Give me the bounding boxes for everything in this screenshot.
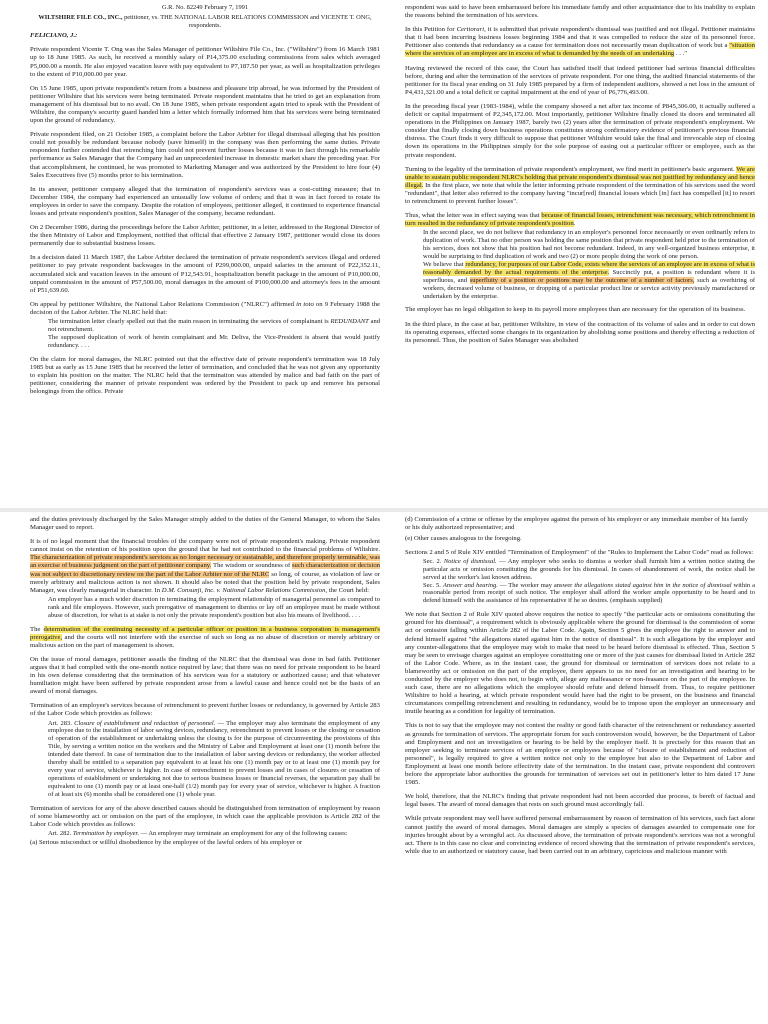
paragraph: In the third place, in the case at bar, petitioner Wiltshire, in view of the contraction of its volume of sales and in order to cut down its operating expenses, effected some changes in its organization by abolishing some positions and thereby effecting a reduction of its personnel. Thus, the position of Sales Manager was abolished: [405, 320, 755, 344]
block-quote: The supposed duplication of work of herein complainant and Mr. Deliva, the Vice-President is absent that would justify redundancy. . . .: [48, 333, 380, 349]
block-quote: Art. 282. Termination by employer. — An employer may terminate an employment for any of the following causes:: [48, 829, 348, 837]
paragraph: The employer has no legal obligation to keep in its payroll more employees than are necessary for the operation of its business.: [405, 306, 746, 314]
case-parties: WILTSHIRE FILE CO., INC., petitioner, vs. THE NATIONAL LABOR RELATIONS COMMISSION and VICENTE T. ONG, respondents.: [38, 14, 372, 29]
highlight: redundancy, for purposes of our Labor Code, exists where the services of an employee are in excess of what is reasonably demanded by the actual requirements of the enterprise.: [423, 260, 755, 276]
block-quote: The termination letter clearly spelled out that the main reason in terminating the services of complainant is REDUNDANT and not retrenchment.: [48, 318, 380, 333]
paragraph: While private respondent may well have suffered personal embarrassment by reason of termination of his services, such fact alone cannot justify the award of moral damages. Moral damages are simply a species of damages awarded to compensate one for injuries brought about by a wrongful act. As discussed above, the termination of private respondent's services was not a wrongful act. There is in this case no clear and convincing evidence of record showing that the termination of private respondent's services, while due to an authorized or statutory cause, had been carried out in an arbitrary, capricious and malicious manner with: [405, 815, 755, 855]
paragraph: In the preceding fiscal year (1983-1984), while the company showed a net after tax income of P845,306.00, it actually suffered a deficit or capital impairment of P2,345,172.00. Most importantly, petitioner Wiltshire finally closed its doors and terminated all operations in the Philippines on January 1987, barely two (2) years after the termination of private respondent's employment. We consider that finally closing down business operations constitutes strong confirmatory evidence of petitioner's previous financial distress. The Court finds it very difficult to suppose that petitioner Wiltshire would take the final and irrevocable step of closing down its operations in the Philippines simply for the sole purpose of easing out a particular officer or employee, such as the private respondent.: [405, 102, 755, 159]
paragraph: Private respondent Vicente T. Ong was the Sales Manager of petitioner Wiltshire File Co., Inc. ("Wiltshire") from 16 March 1981 up to 18 June 1985. As such, he received a monthly salary of P14,375.00 excluding commissions from sales which averaged P5,000.00 a month. He also enjoyed vacation leave with pay equivalent to P7,187.50 per year, as well as hospitalization privileges to the extent of P10,000.00 per year.: [30, 46, 380, 78]
paragraph: In its answer, petitioner company alleged that the termination of respondent's services was a cost-cutting measure; that in December 1984, the company had experienced an unusually low volume of orders; and that it was in fact forced to rotate its employees in order to save the company. Despite the rotation of employees, petitioner alleged, it continued to experience financial losses and private respondent's position, Sales Manager of the company, became redundant.: [30, 185, 380, 217]
paragraph: It is of no legal moment that the financial troubles of the company were not of private respondent's making. Private respondent cannot insist on the retention of his position upon the ground that he had not contributed to the financial problems of Wiltshire. The characterization of private respondent's services as no longer necessary or sustainable, and therefore properly terminable, was an exercise of business judgment on the part of petitioner company. The wisdom or soundness of such characterization or decision was not subject to discretionary review on the part of the Labor Arbiter nor of the NLRC so long, of course, as violation of law or merely arbitrary and malicious action is not shown. It should also be noted that the position held by private respondent, Sales Manager, was clearly managerial in character. In D.M. Consunji, Inc. v. National Labor Relations Commission, the Court held:: [30, 538, 380, 594]
author-line: FELICIANO, J.:: [30, 32, 78, 40]
paragraph: Turning to the legality of the termination of private respondent's employment, we find merit in petitioner's basic argument. We are unable to sustain public respondent NLRC's holding that private respondent's dismissal was not justified by redundancy and hence illegal. In the first place, we note that while the letter informing private respondent of the termination of his services used the word "redundant", that letter also referred to the company having "incur[red] financial losses which [in] fact has compelled [it] to resort to retrenchment to prevent further losses".: [405, 165, 755, 205]
paragraph: We hold, therefore, that the NLRC's finding that private respondent had not been accorded due process, is bereft of factual and legal bases. The award of moral damages that rests on such ground must accordingly fall.: [405, 793, 755, 809]
paragraph: Termination of services for any of the above described causes should be distinguished from termination of employment by reason of some blameworthy act or omission on the part of the employee, in which case the applicable provision is Article 282 of the Labor Code which provides as follows:: [30, 804, 380, 828]
paragraph: The determination of the continuing necessity of a particular officer or position in a business corporation is management's prerogative, and the courts will not interfere with the exercise of such so long as no abuse of discretion or merely arbitrary or malicious action on the part of management is shown.: [30, 625, 380, 649]
paragraph: In this Petition for Certiorari, it is submitted that private respondent's dismissal was justified and not illegal. Petitioner maintains that it had been incurring business losses beginning 1984 and that it was compelled to reduce the size of its personnel force. Petitioner also contends that redundancy as a cause for termination does not necessarily mean duplication of work but a "situation where the services of an employee are in excess of what is demanded by the needs of an undertaking . . .": [405, 26, 755, 58]
paragraph: Termination of an employee's services because of retrenchment to prevent further losses or redundancy, is governed by Article 283 of the Labor Code which provides as follows:: [30, 702, 380, 718]
case-number: G.R. No. 82249 February 7, 1991: [161, 4, 249, 11]
page1-right-column: [405, 4, 755, 506]
highlight: superfluity of a position or positions may be the outcome of a number of factors,: [469, 276, 695, 284]
document-page-1: [0, 0, 768, 508]
paragraph: We note that Section 2 of Rule XIV quoted above requires the notice to specify "the particular acts or omissions constituting the ground for his dismissal", a requirement which is obviously applicable where the ground for dismissal is the commission of some act or omission falling within Article 282 of the Labor Code. Again, Section 5 gives the employee the right to answer and to defend himself against "the allegations stated against him in the notice of dismissal". It is such allegations by the employer and any counter-allegations that the employee may wish to make that need to be heard before dismissal is effected. Thus, Section 5 may be seen to envisage charges against an employee constituting one or more of the just causes for dismissal listed in Article 282 of the Labor Code. Where, as in the instant case, the ground for dismissal or termination of services does not relate to a blameworthy act or omission on the part of the employee, there appears to us no need for an investigation and hearing to be conducted by the employer who does not, to begin with, allege any malfeasance or non-feasance on the part of the employee. In such case, there are no allegations which the employee should refute and defend himself from. Thus, to require petitioner Wiltshire to hold a hearing, at which private respondent would have had the right to be present, on the business and financial circumstances compelling retrenchment and resulting in redundancy, would be to impose upon the employer an unnecessary and inutile hearing as a condition for legality of termination.: [405, 611, 755, 716]
paragraph: Sections 2 and 5 of Rule XIV entitled "Termination of Employment" of the "Rules to Implement the Labor Code" read as follows:: [405, 548, 754, 556]
page1-left-column: [30, 4, 380, 506]
paragraph: Having reviewed the record of this case, the Court has satisfied itself that indeed petitioner had serious financial difficulties before, during and after the termination of the services of private respondent. For one thing, the audited financial statements of the petitioner for its fiscal year ending on 31 July 1985 prepared by a firm of independent auditors, showed a net loss in the amount of P4,431,321.00 and a total deficit or capital impairment at the end of year of P6,776,493.00.: [405, 64, 755, 96]
paragraph: On the claim for moral damages, the NLRC pointed out that the effective date of private respondent's termination was 18 July 1985 but as early as 15 June 1985 that he received the letter of termination, and concluded that he was not given any opportunity to explain his position on the matter. The NLRC held that the termination was attended by malice and bad faith on the part of petitioner, considering the manner of private respondent was ordered by the President to pack up and remove his personal belongings from the office. Private: [30, 355, 380, 396]
block-quote: We believe that redundancy, for purposes of our Labor Code, exists where the services of an employee are in excess of what is reasonably demanded by the actual requirements of the enterprise. Succinctly put, a position is redundant where it is superfluous, and superfluity of a position or positions may be the outcome of a number of factors, such as overhiring of workers, decreased volume of business, or dropping of a particular product line or service activity previously manufactured or undertaken by the enterprise.: [423, 260, 755, 300]
block-quote: Sec. 5. Answer and hearing. — The worker may answer the allegations stated against him in the notice of dismissal within a reasonable period from receipt of such notice. The employer shall afford the worker ample opportunity to be heard and to defend himself with the assistance of his representative if he so desires. (emphasis supplied): [423, 581, 755, 605]
highlight: The characterization of private respondent's services as no longer necessary or sustainable, and therefore properly terminable, was an exercise of business judgment on the part of petitioner company.: [30, 554, 380, 570]
page2-right-column: [405, 516, 755, 1018]
paragraph: On the issue of moral damages, petitioner assails the finding of the NLRC that the dismissal was done in bad faith. Petitioner argues that it had complied with the one-month notice required by law; that there was no need for private respondent to be heard in his own defense considering that the termination of his services was for a statutory or authorized cause; and that whatever humiliation might have been suffered by private respondent arose from a lawful cause and hence could not be the basis of an award of moral damages.: [30, 655, 380, 696]
highlight: because of financial losses, retrenchment was necessary, which retrenchment in turn resulted in the redundancy of private respondent's position: [405, 212, 755, 228]
block-quote: An employer has a much wider discretion in terminating the employment relationship of managerial personnel as compared to rank and file employees. However, such prerogative of management to dismiss or lay off an employee must be made without abuse of discretion, for what is at stake is not only the private respondent's position but also his means of livelihood. . . .: [48, 595, 380, 619]
block-quote: Art. 283. Closure of establishment and reduction of personnel. — The employer may also terminate the employment of any employee due to the installation of labor saving devices, redundancy, retrenchment to prevent losses or the closing or cessation of operation of the establishment or undertaking unless the closing is for the purpose of circumventing the provisions of this Title, by serving a written notice on the workers and the Ministry of Labor and Employment at least one (1) month before the intended date thereof. In case of termination due to the installation of labor saving devices or redundancy, the worker affected thereby shall be entitled to a separation pay equivalent to at least his one (1) month pay or to at least one (1) month pay for every year of service, whichever is higher. In case of retrenchment to prevent losses and in cases of closures or cessation of operations of establishment or undertaking not due to serious business losses or financial reverses, the separation pay shall be equivalent to one (1) month pay or at least one-half (1/2) month pay for every year of service, whichever is higher. A fraction of at least six (6) months shall be considered one (1) whole year.: [48, 719, 380, 798]
paragraph: Private respondent filed, on 21 October 1985, a complaint before the Labor Arbiter for illegal dismissal alleging that his position could not possibly be redundant because nobody (save himself) in the company was then performing the same duties. Private respondent further contended that retrenching him could not prevent further losses because it was in fact through his remarkable performance as Sales Manager that the Company had an unprecedented increase in domestic market share the preceding year. For that accomplishment, he continued, he was promoted to Marketing Manager and was authorized by the President to hire four (4) Sales Executives five (5) months prior to his termination.: [30, 131, 380, 179]
highlight: "situation where the services of an employee are in excess of what is demanded by the needs of an undertaking: [405, 42, 755, 58]
paragraph: On 15 June 1985, upon private respondent's return from a business and pleasure trip abroad, he was informed by the President of petitioner Wiltshire that his services were being terminated. Private respondent maintains that he tried to get an explanation from management of his dismissal but to no avail. On 18 June 1985, when private respondent again tried to speak with the President of Wiltshire, the company's security guard handed him a letter which formally informed him that his services were being terminated upon the ground of redundancy.: [30, 84, 380, 125]
paragraph: On appeal by petitioner Wiltshire, the National Labor Relations Commission ("NLRC") affirmed in toto on 9 February 1988 the decision of the Labor Arbiter. The NLRC held that:: [30, 300, 380, 316]
paragraph: This is not to say that the employee may not contest the reality or good faith character of the retrenchment or redundancy asserted as grounds for termination of services. The appropriate forum for such controversion would, however, be the Department of Labor and Employment and not an investigation or hearing to be held by the employer itself. It is precisely for this reason that an employer seeking to terminate services of an employee or employees because of "closure of establishment and reduction of personnel", is legally required to give a written notice not only to the employee but also to the Department of Labor and Employment at least one month before effectivity date of the termination. In the instant case, private respondent did controvert before the appropriate labor authorities the grounds for termination of services set out in petitioner's letter to him dated 17 June 1985.: [405, 722, 755, 787]
paragraph: Thus, what the letter was in effect saying was that because of financial losses, retrenchment was necessary, which retrenchment in turn resulted in the redundancy of private respondent's position.: [405, 212, 755, 228]
paragraph: and the duties previously discharged by the Sales Manager simply added to the duties of the General Manager, to whom the Sales Manager used to report.: [30, 516, 380, 532]
highlight: such characterization or decision was not subject to discretionary review on the part of the Labor Arbiter nor of the NLRC: [30, 562, 380, 578]
paragraph: In a decision dated 11 March 1987, the Labor Arbiter declared the termination of private respondent's services illegal and ordered petitioner to pay private respondent backwages in the amount of P299,000.00, unpaid salaries in the amount of P22,352.11, accumulated sick and vacation leaves in the amount of P12,543.91, hospitalization benefit package in the amount of P10,000.00, unpaid commission in the amount of P57,500.00, moral damages in the amount of P100,000.00 and attorney's fees in the amount of P51,639.60.: [30, 254, 380, 294]
list-item: (a) Serious misconduct or willful disobedience by the employee of the lawful orders of his employer or: [30, 838, 303, 846]
list-item: (e) Other causes analogous to the foregoing.: [405, 534, 522, 542]
block-quote: In the second place, we do not believe that redundancy in an employer's personnel force necessarily or even ordinarily refers to duplication of work. That no other person was holding the same position that private respondent held prior to the termination of his services, does not show that his position had not become redundant. Indeed, in any well-organized business enterprise, it would be surprising to find duplication of work and two (2) or more people doing the work of one person.: [423, 229, 755, 260]
document-page-2: [0, 512, 768, 1020]
block-quote: Sec. 2. Notice of dismissal. — Any employer who seeks to dismiss a worker shall furnish him a written notice stating the particular acts or omission constituting the grounds for his dismissal. In cases of abandonment of work, the notice shall be served at the worker's last known address.: [423, 557, 755, 581]
paragraph: On 2 December 1986, during the proceedings before the Labor Arbiter, petitioner, in a letter, addressed to the Regional Director of the then Ministry of Labor and Employment, notified that official that effective 2 January 1987, petitioner would close its doors permanently due to substantial business losses.: [30, 224, 380, 248]
paragraph: respondent was said to have been embarrassed before his immediate family and other acquaintance due to his inability to explain the reasons behind the termination of his services.: [405, 4, 755, 20]
highlight: determination of the continuing necessity of a particular officer or position in a business corporation is management's prerogative,: [30, 625, 380, 641]
highlight: We are unable to sustain public respondent NLRC's holding that private respondent's dismissal was not justified by redundancy and hence illegal.: [405, 165, 755, 189]
list-item: (d) Commission of a crime or offense by the employee against the person of his employer or any immediate member of his family or his duly authorized representative; and: [405, 516, 749, 531]
page2-left-column: [30, 516, 380, 1018]
